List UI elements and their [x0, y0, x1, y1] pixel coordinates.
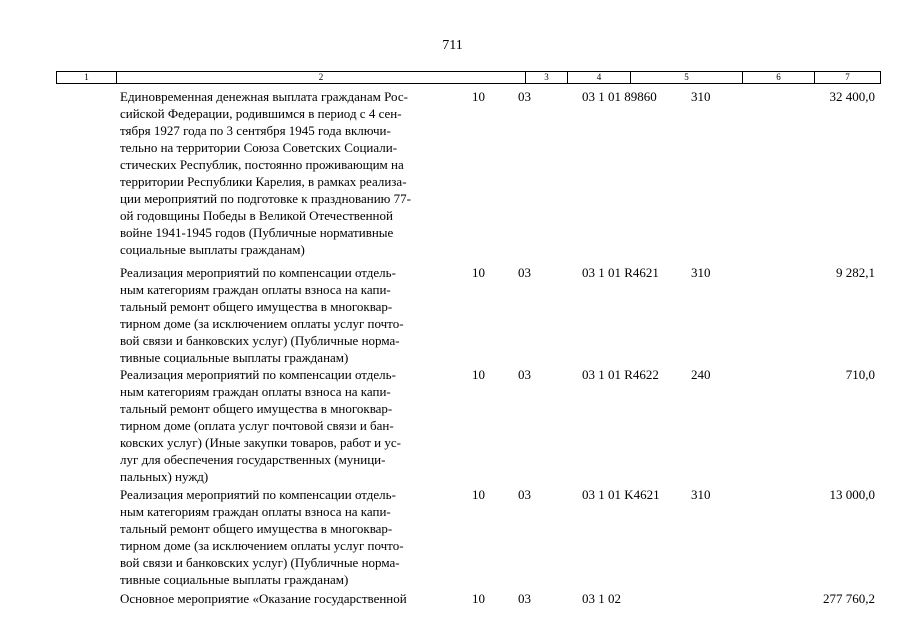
cell-c5: 03 1 02: [582, 591, 621, 606]
header-col-2: 2: [116, 72, 525, 83]
cell-c7: 710,0: [845, 367, 875, 382]
row-description: [120, 264, 460, 366]
description-line: тальный ремонт общего имущества в многоквар-: [120, 299, 393, 314]
cell-c4: 03: [518, 591, 531, 606]
header-col-3: 3: [525, 72, 567, 83]
description-line: тивные социальные выплаты гражданам): [120, 350, 349, 365]
cell-c3: 10: [472, 89, 485, 104]
cell-c6: 240: [691, 367, 711, 382]
description-line: тирном доме (оплата услуг почтовой связи и бан-: [120, 418, 394, 433]
header-col-1: 1: [56, 72, 116, 83]
description-line: тальный ремонт общего имущества в многоквар-: [120, 401, 393, 416]
description-line: ным категориям граждан оплаты взноса на капи-: [120, 384, 391, 399]
cell-c6: 310: [691, 265, 711, 280]
description-line: ным категориям граждан оплаты взноса на капи-: [120, 504, 391, 519]
description-line: вой связи и банковских услуг) (Публичные норма-: [120, 555, 400, 570]
row-description: [120, 88, 460, 258]
cell-c7: 9 282,1: [836, 265, 875, 280]
description-line: ции мероприятий по подготовке к празднованию 77-: [120, 191, 411, 206]
cell-c4: 03: [518, 367, 531, 382]
description-line: Единовременная денежная выплата гражданам Рос-: [120, 89, 408, 104]
description-line: ковских услуг) (Иные закупки товаров, работ и ус-: [120, 435, 401, 450]
header-col-5: 5: [630, 72, 742, 83]
cell-c5: 03 1 01 89860: [582, 89, 657, 104]
cell-c3: 10: [472, 487, 485, 502]
description-line: ным категориям граждан оплаты взноса на капи-: [120, 282, 391, 297]
cell-c6: 310: [691, 487, 711, 502]
cell-c5: 03 1 01 R4621: [582, 265, 659, 280]
row-description: [120, 590, 460, 607]
description-line: тельно на территории Союза Советских Социали-: [120, 140, 398, 155]
cell-c4: 03: [518, 89, 531, 104]
description-line: тября 1927 года по 3 сентября 1945 года включи-: [120, 123, 391, 138]
description-line: ой годовщины Победы в Великой Отечественной: [120, 208, 393, 223]
cell-c6: 310: [691, 89, 711, 104]
cell-c7: 277 760,2: [823, 591, 875, 606]
cell-c3: 10: [472, 367, 485, 382]
cell-c7: 32 400,0: [829, 89, 875, 104]
description-line: тальный ремонт общего имущества в многоквар-: [120, 521, 393, 536]
description-line: тирном доме (за исключением оплаты услуг почто-: [120, 316, 404, 331]
cell-c3: 10: [472, 591, 485, 606]
page-number: 711: [442, 38, 463, 53]
description-line: сийской Федерации, родившимся в период с 4 сен-: [120, 106, 402, 121]
description-line: тирном доме (за исключением оплаты услуг почто-: [120, 538, 404, 553]
cell-c5: 03 1 01 R4622: [582, 367, 659, 382]
description-line: луг для обеспечения государственных (муници-: [120, 452, 386, 467]
description-line: тивные социальные выплаты гражданам): [120, 572, 349, 587]
description-line: пальных) нужд): [120, 469, 209, 484]
description-line: Реализация мероприятий по компенсации отдель-: [120, 487, 396, 502]
header-col-6: 6: [742, 72, 814, 83]
cell-c3: 10: [472, 265, 485, 280]
description-line: социальные выплаты гражданам): [120, 242, 305, 257]
row-description: [120, 366, 460, 485]
description-line: стических Республик, постоянно проживающим на: [120, 157, 404, 172]
cell-c4: 03: [518, 487, 531, 502]
table-header: [56, 71, 881, 84]
cell-c5: 03 1 01 K4621: [582, 487, 660, 502]
description-line: Реализация мероприятий по компенсации отдель-: [120, 265, 396, 280]
description-line: Реализация мероприятий по компенсации отдель-: [120, 367, 396, 382]
row-description: [120, 486, 460, 588]
description-line: вой связи и банковских услуг) (Публичные норма-: [120, 333, 400, 348]
description-line: Основное мероприятие «Оказание государственной: [120, 591, 407, 606]
description-line: территории Республики Карелия, в рамках реализа-: [120, 174, 407, 189]
description-line: войне 1941-1945 годов (Публичные нормативные: [120, 225, 394, 240]
cell-c7: 13 000,0: [829, 487, 875, 502]
header-col-7: 7: [814, 72, 881, 83]
cell-c4: 03: [518, 265, 531, 280]
header-col-4: 4: [567, 72, 630, 83]
